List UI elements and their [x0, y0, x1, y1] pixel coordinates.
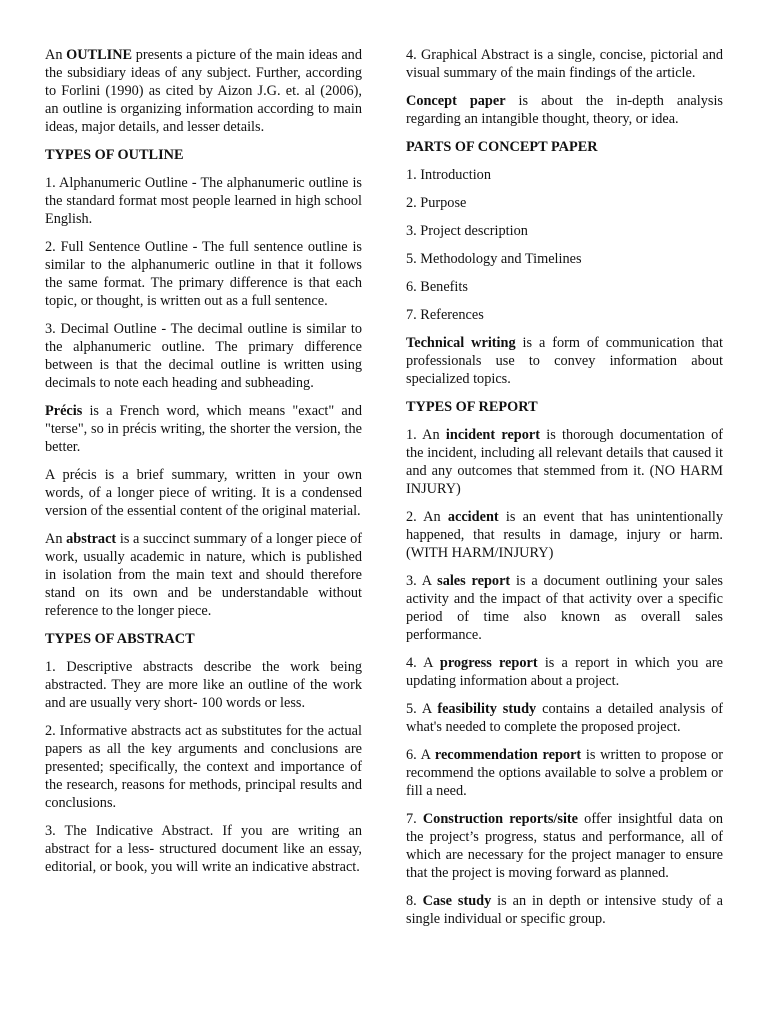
report-type-item: 2. An accident is an event that has unintentionally happened, that results in damage, injury or harm. (WITH HARM/INJURY)	[406, 509, 723, 561]
concept-part-item: 1. Introduction	[406, 167, 491, 183]
parts-of-concept-paper-heading: PARTS OF CONCEPT PAPER	[406, 139, 598, 155]
term-abstract: abstract	[66, 531, 117, 547]
technical-writing-definition: Technical writing is a form of communication that professionals use to convey information about specialized topics.	[406, 335, 723, 387]
report-type-item: 7. Construction reports/site offer insightful data on the project’s progress, status and performance, all of which are necessary for the project manager to ensure that the project is moving forward as planned.	[406, 811, 724, 881]
concept-paper-definition: Concept paper is about the in-depth analysis regarding an intangible thought, theory, or idea.	[406, 93, 723, 127]
abstract-type-item: 3. The Indicative Abstract. If you are writing an abstract for a less- structured document like an essay, editorial, or book, you will write an indicative abstract.	[45, 823, 362, 875]
precis-definition: Précis is a French word, which means "exact" and "terse", so in précis writing, the shorter the version, the better.	[45, 403, 362, 455]
graphical-abstract-item: 4. Graphical Abstract is a single, concise, pictorial and visual summary of the main findings of the article.	[406, 47, 723, 81]
outline-definition: An OUTLINE presents a picture of the main ideas and the subsidiary ideas of any subject. Further, according to Forlini (1990) as cited by Aizon J.G. et. al (2006), an outline is organizing information according to main ideas, major details, and lesser details.	[45, 47, 362, 135]
concept-part-item: 5. Methodology and Timelines	[406, 251, 582, 267]
types-of-outline-heading: TYPES OF OUTLINE	[45, 147, 184, 163]
term-concept-paper: Concept paper	[406, 93, 506, 109]
report-type-item: 4. A progress report is a report in which you are updating information about a project.	[406, 655, 724, 689]
report-type-item: 6. A recommendation report is written to propose or recommend the options available to solve a problem or fill a need.	[406, 747, 723, 799]
abstract-definition: An abstract is a succinct summary of a longer piece of work, usually academic in nature, which is published in isolation from the main text and should therefore stand on its own and be understandable without reference to the longer piece.	[45, 531, 362, 619]
report-type-item: 8. Case study is an in depth or intensive study of a single individual or specific group.	[406, 893, 723, 927]
report-type-item: 1. An incident report is thorough documentation of the incident, including all relevant details that caused it and any outcomes that stemmed from it. (NO HARM INJURY)	[406, 427, 723, 497]
abstract-type-item: 2. Informative abstracts act as substitutes for the actual papers as all the key arguments and conclusions are presented; specifically, the context and importance of the research, reasons for methods, principal results and conclusions.	[45, 723, 362, 811]
report-type-item: 3. A sales report is a document outlining your sales activity and the impact of that activity over a specific period of time also known as overall sales performance.	[406, 573, 723, 643]
left-column	[45, 46, 362, 886]
types-of-abstract-heading: TYPES OF ABSTRACT	[45, 631, 195, 647]
right-column	[406, 46, 723, 938]
report-type-item: 5. A feasibility study contains a detailed analysis of what's needed to complete the proposed project.	[406, 701, 723, 735]
concept-part-item: 7. References	[406, 307, 484, 323]
term-outline: OUTLINE	[66, 47, 133, 63]
outline-type-item: 3. Decimal Outline - The decimal outline is similar to the alphanumeric outline. The primary difference between is that the decimal outline is written using decimals to note each heading and subheading.	[45, 321, 362, 391]
precis-summary: A précis is a brief summary, written in your own words, of a longer piece of writing. It is a condensed version of the essential content of the original material.	[45, 467, 362, 519]
concept-part-item: 3. Project description	[406, 223, 528, 239]
outline-type-item: 2. Full Sentence Outline - The full sentence outline is similar to the alphanumeric outline in that it follows the same format. The primary difference is that each topic, or thought, is written out as a full sentence.	[45, 239, 362, 309]
types-of-report-heading: TYPES OF REPORT	[406, 399, 538, 415]
term-precis: Précis	[45, 403, 83, 419]
abstract-type-item: 1. Descriptive abstracts describe the work being abstracted. They are more like an outline of the work and are usually very short- 100 words or less.	[45, 659, 362, 711]
concept-part-item: 2. Purpose	[406, 195, 467, 211]
concept-part-item: 6. Benefits	[406, 279, 468, 295]
outline-type-item: 1. Alphanumeric Outline - The alphanumeric outline is the standard format most people learned in high school English.	[45, 175, 362, 227]
term-technical-writing: Technical writing	[406, 335, 516, 351]
